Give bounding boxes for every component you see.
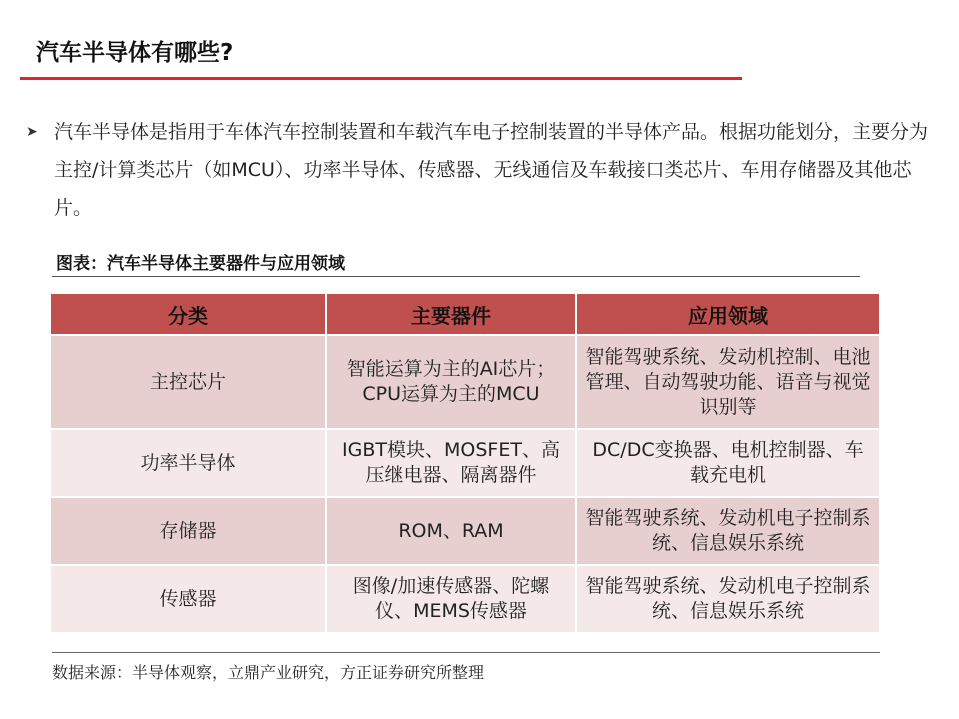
semiconductor-table xyxy=(49,292,881,634)
cell-devices: 智能运算为主的AI芯片；CPU运算为主的MCU xyxy=(327,336,575,428)
cell-category: 传感器 xyxy=(51,566,325,632)
table-row xyxy=(51,430,879,496)
table-header-row xyxy=(51,294,879,334)
bullet-paragraph xyxy=(26,113,931,227)
cell-category: 存储器 xyxy=(51,498,325,564)
header-category: 分类 xyxy=(51,294,325,334)
arrow-bullet-icon: ➤ xyxy=(26,124,38,140)
cell-devices: ROM、RAM xyxy=(327,498,575,564)
header-applications: 应用领域 xyxy=(577,294,879,334)
source-note: 数据来源：半导体观察，立鼎产业研究，方正证券研究所整理 xyxy=(52,663,485,682)
cell-devices: IGBT模块、MOSFET、高压继电器、隔离器件 xyxy=(327,430,575,496)
table-row xyxy=(51,498,879,564)
source-rule xyxy=(52,652,880,653)
page-title: 汽车半导体有哪些? xyxy=(36,40,234,66)
table-caption: 图表：汽车半导体主要器件与应用领域 xyxy=(56,254,345,274)
header-devices: 主要器件 xyxy=(327,294,575,334)
bullet-text: 汽车半导体是指用于车体汽车控制装置和车载汽车电子控制装置的半导体产品。根据功能划分，主要分为主控/计算类芯片（如MCU）、功率半导体、传感器、无线通信及车载接口类芯片、车用存储器及其他芯片。 xyxy=(54,121,929,219)
cell-applications: DC/DC变换器、电机控制器、车载充电机 xyxy=(577,430,879,496)
cell-applications: 智能驾驶系统、发动机电子控制系统、信息娱乐系统 xyxy=(577,566,879,632)
cell-category: 功率半导体 xyxy=(51,430,325,496)
cell-devices: 图像/加速传感器、陀螺仪、MEMS传感器 xyxy=(327,566,575,632)
table-row xyxy=(51,336,879,428)
cell-applications: 智能驾驶系统、发动机控制、电池管理、自动驾驶功能、语音与视觉识别等 xyxy=(577,336,879,428)
cell-category: 主控芯片 xyxy=(51,336,325,428)
title-underline xyxy=(20,77,742,80)
cell-applications: 智能驾驶系统、发动机电子控制系统、信息娱乐系统 xyxy=(577,498,879,564)
caption-underline xyxy=(52,276,860,277)
table-row xyxy=(51,566,879,632)
